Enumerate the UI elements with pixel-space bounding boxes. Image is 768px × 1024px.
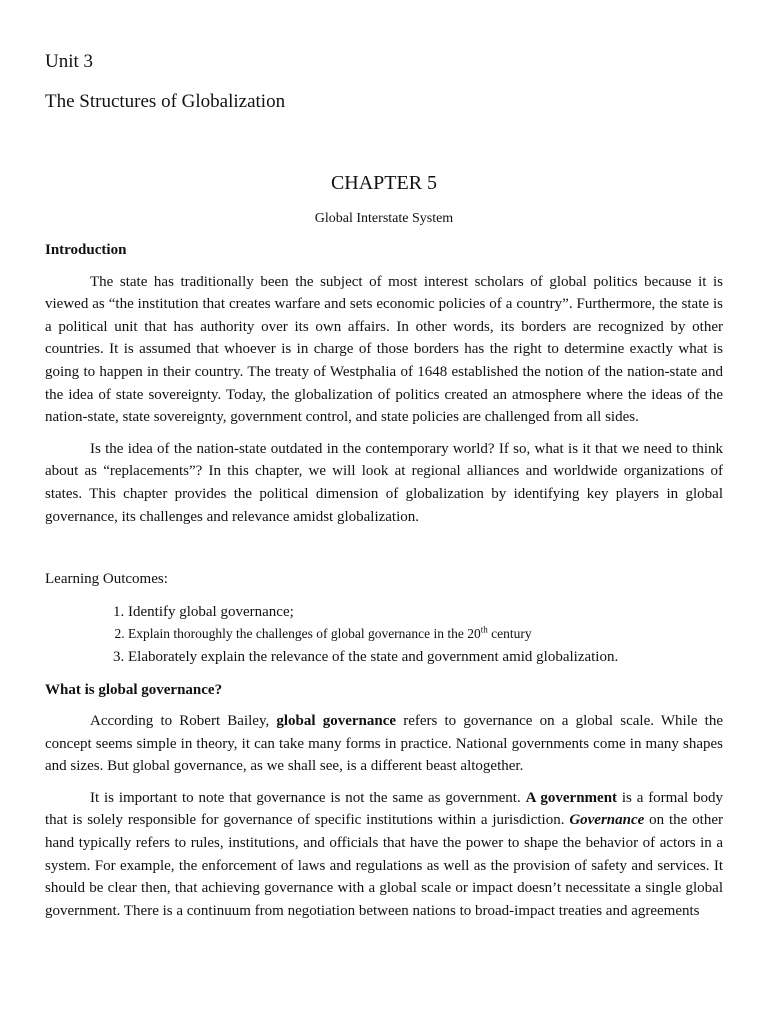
governance-paragraph-2	[45, 787, 723, 923]
introduction-paragraph-1: The state has traditionally been the subject of most interest scholars of global politics because it is viewed as “the institution that creates warfare and sets economic policies of a country”. Furthermore, the state is a political unit that has authority over its own affairs. In other words, its borders are recognized by other countries. It is assumed that whoever is in charge of those borders has the right to determine exactly what is going to happen in their country. The treaty of Westphalia of 1648 established the notion of the nation-state and the idea of state sovereignty. Today, the globalization of politics created an atmosphere where the ideas of the nation-state, state sovereignty, government control, and state policies are challenged from all sides.	[45, 273, 723, 426]
outcome-item-2-text: Explain thoroughly the challenges of global governance in the 20	[128, 626, 481, 642]
governance-p2-text: It is important to note that governance is not the same as government.	[90, 789, 526, 806]
learning-outcomes-label: Learning Outcomes:	[45, 571, 168, 588]
unit-label: Unit 3	[45, 51, 94, 72]
governance-paragraph-1	[45, 710, 723, 778]
document-body	[45, 239, 723, 922]
chapter-title: CHAPTER 5	[330, 172, 438, 194]
introduction-paragraph-2: Is the idea of the nation-state outdated in the contemporary world? If so, what is it that we need to think about as “replacements”? In this chapter, we will look at regional alliances and worldwide organizations of states. This chapter provides the political dimension of globalization by identifying key players in global governance, its challenges and relevance amidst globalization.	[45, 440, 723, 525]
outcome-item	[128, 623, 723, 646]
outcome-item	[128, 601, 723, 624]
outcome-item-3-text: Elaborately explain the relevance of the state and government amid globalization.	[128, 648, 619, 665]
term-governance: Governance	[569, 812, 645, 829]
term-a-government: A government	[525, 789, 618, 806]
unit-title: The Structures of Globalization	[45, 91, 286, 112]
superscript-th: th	[480, 624, 488, 635]
outcome-item-2-tail: century	[487, 626, 532, 642]
governance-p2-mid: is a formal body that is solely responsible for governance of specific institutions within a jurisdiction.	[45, 789, 723, 829]
governance-p1-rest: refers to governance on a global scale. While the concept seems simple in theory, it can take many forms in practice. National governments come in many shapes and sizes. But global governance, as we shall see, is a different beast altogether.	[45, 713, 724, 775]
learning-outcomes-list	[45, 601, 723, 669]
introduction-heading: Introduction	[45, 242, 127, 258]
global-governance-heading: What is global governance?	[45, 681, 223, 698]
governance-p2-rest: on the other hand typically refers to rules, institutions, and officials that have the power to shape the behavior of actors in a system. For example, the enforcement of laws and regulations as well as the provision of safety and services. It should be clear then, that achieving governance with a global scale or impact doesn’t necessitate a single global government. There is a continuum from negotiation between nations to broad-impact treaties and agreements	[45, 812, 723, 919]
outcome-item-1-text: Identify global governance;	[128, 603, 294, 620]
term-global-governance: global governance	[276, 713, 397, 730]
outcome-item	[128, 646, 723, 669]
governance-p1-text: According to Robert Bailey,	[90, 713, 277, 730]
chapter-subtitle: Global Interstate System	[314, 211, 454, 226]
